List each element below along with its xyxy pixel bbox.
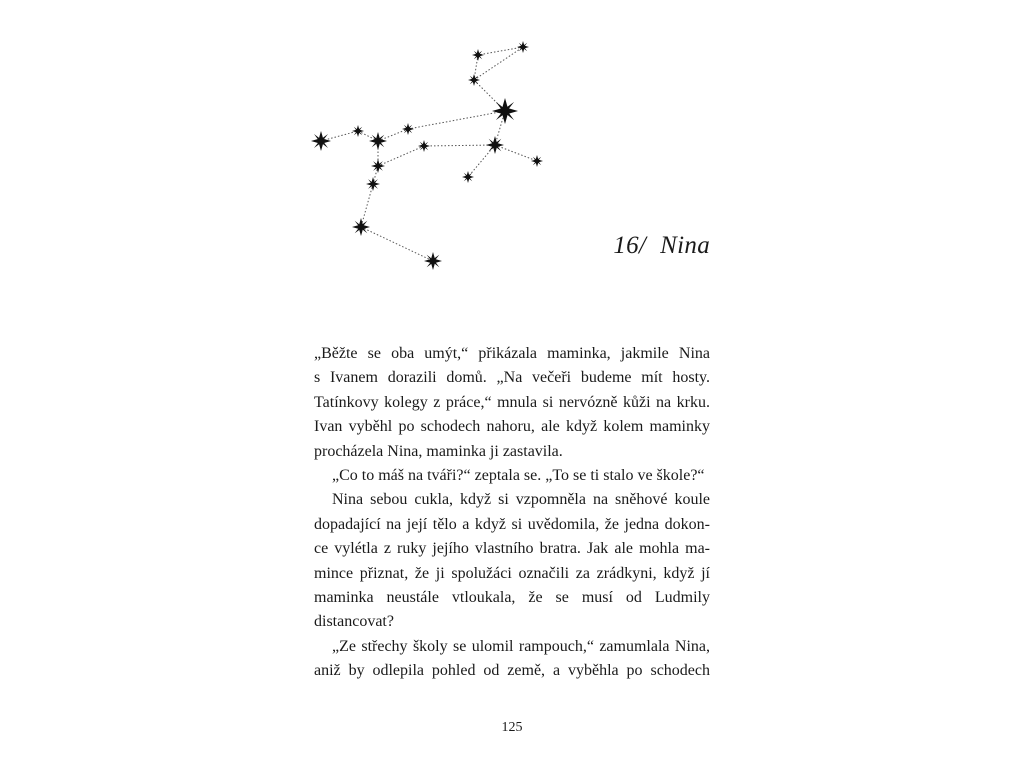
text-line: aniž by odlepila pohled od země, a vyběhla po schodech: [314, 662, 710, 680]
star-icon: [531, 155, 543, 167]
constellation-line: [378, 146, 424, 166]
star-icon: [366, 177, 380, 191]
star-icon: [352, 218, 370, 236]
star-icon: [371, 159, 385, 173]
chapter-number: 16/: [613, 232, 647, 259]
constellation-line: [495, 145, 537, 161]
constellation-line: [378, 129, 408, 141]
body-text: [314, 342, 710, 684]
constellation-lines: [321, 47, 537, 261]
star-icon: [369, 132, 387, 150]
chapter-name: Nina: [660, 232, 710, 259]
text-line: distancovat?: [314, 613, 394, 631]
constellation-stars: [311, 41, 543, 270]
star-icon: [462, 171, 474, 183]
constellation-line: [361, 227, 433, 261]
constellation-line: [361, 184, 373, 227]
star-icon: [468, 74, 480, 86]
star-icon: [418, 140, 430, 152]
constellation-line: [408, 111, 505, 129]
star-icon: [486, 136, 504, 154]
constellation-line: [478, 47, 523, 55]
text-line: maminka neustále vtloukala, že se musí od Ludmily: [314, 589, 710, 607]
text-line: Tatínkovy kolegy z práce,“ mnula si nervózně kůži na krku.: [314, 393, 710, 411]
text-line: dopadající na její tělo a když si uvědomila, že jedna dokon-: [314, 515, 710, 533]
page-number: 125: [501, 720, 523, 735]
text-line: „Běžte se oba umýt,“ přikázala maminka, jakmile Nina: [314, 345, 710, 362]
constellation-line: [468, 145, 495, 177]
text-line: Nina sebou cukla, když si vzpomněla na sněhové koule: [332, 491, 710, 509]
text-line: s Ivanem dorazili domů. „Na večeři budeme mít hosty.: [314, 369, 710, 387]
text-line: ce vylétla z ruky jejího vlastního bratra. Jak ale mohla ma-: [314, 540, 710, 558]
text-line: „Ze střechy školy se ulomil rampouch,“ zamumlala Nina,: [332, 637, 710, 655]
star-icon: [352, 125, 364, 137]
text-line: procházela Nina, maminka ji zastavila.: [314, 442, 563, 460]
star-icon: [517, 41, 529, 53]
chapter-heading: [560, 232, 710, 260]
text-line: „Co to máš na tváři?“ zeptala se. „To se ti stalo ve škole?“: [332, 467, 705, 485]
star-icon: [424, 252, 442, 270]
star-icon: [402, 123, 414, 135]
star-icon: [492, 98, 518, 124]
star-icon: [472, 49, 484, 61]
text-line: Ivan vyběhl po schodech nahoru, ale když kolem maminky: [314, 418, 710, 436]
constellation-line: [474, 47, 523, 80]
constellation-line: [424, 145, 495, 146]
constellation-illustration: [0, 0, 1024, 300]
star-icon: [311, 131, 331, 151]
constellation-line: [321, 131, 358, 141]
text-line: mince přiznat, že ji spolužáci označili za zrádkyni, když jí: [314, 564, 710, 582]
